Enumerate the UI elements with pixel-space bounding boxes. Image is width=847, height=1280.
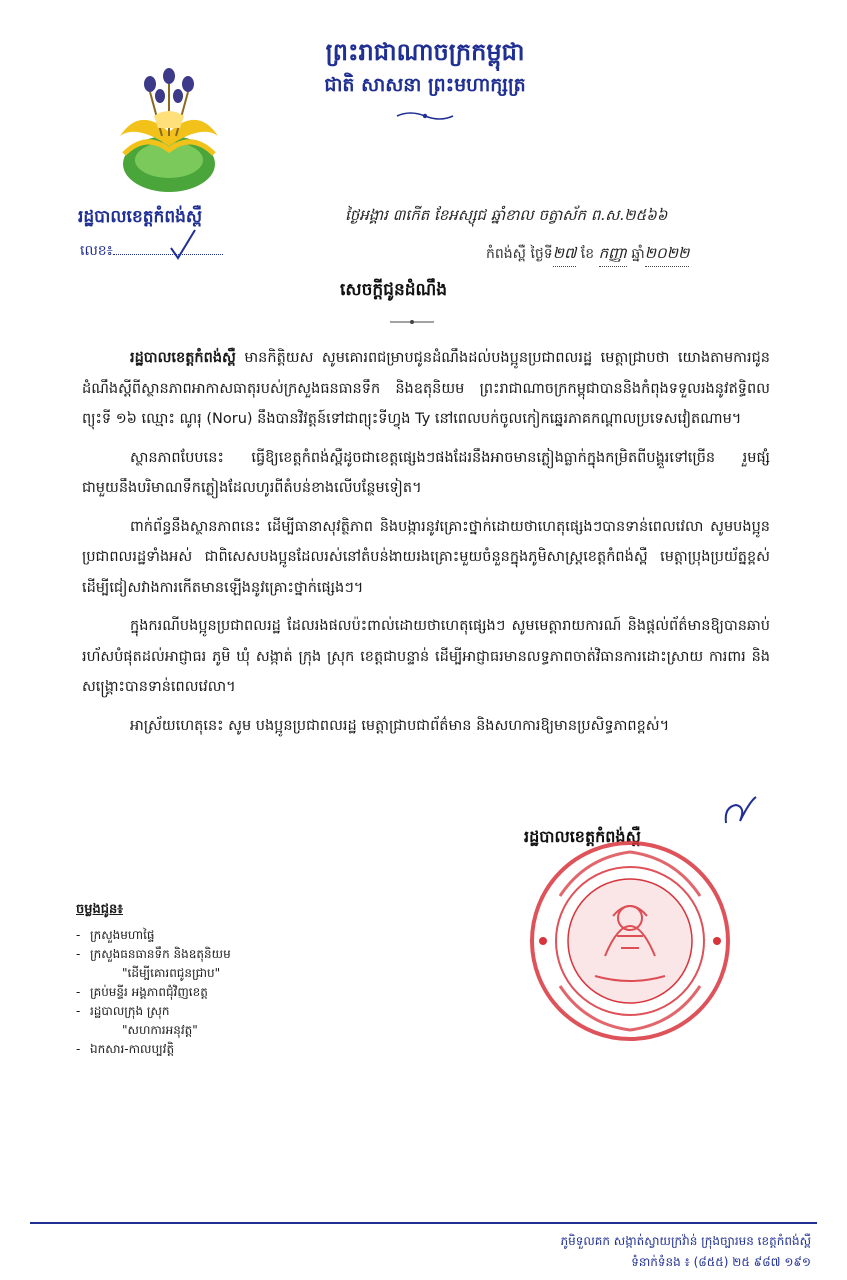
cc-item: - ឯកសារ-កាលប្បវត្តិ (76, 1042, 175, 1056)
cc-item: - រដ្ឋបាលក្រុង ស្រុក (76, 1004, 170, 1018)
document-title: សេចក្តីជូនដំណឹង (340, 280, 448, 300)
carbon-copy-list (76, 901, 231, 1059)
cc-item: - គ្រប់មន្ទីរ អង្គភាពជុំវិញខេត្ត (76, 985, 208, 999)
paragraph-3: ពាក់ព័ន្ធនឹងស្ថានភាពនេះ ដើម្បីធានាសុវត្ថិភាព និងបង្ការនូវគ្រោះថ្នាក់ដោយថាហេតុផ្សេងៗបានទាន់ពេលវេលា សូមបងប្អូនប្រជាពលរដ្ឋទាំងអស់ ជាពិសេសបងប្អូនដែលរស់នៅតំបន់ងាយរងគ្រោះមួយចំនួនក្នុងភូមិសាស្ត្រខេត្តកំពង់ស្ពឺ មេត្តាប្រុងប្រយ័ត្នខ្ពស់ ដើម្បីជៀសវាងការកើតមានឡើងនូវគ្រោះថ្នាក់ផ្សេងៗ។ (82, 518, 770, 596)
footer (560, 1231, 811, 1273)
signature-mark (720, 793, 760, 833)
title-ornament (390, 318, 434, 326)
footer-phone: ទំនាក់ទំនង ៖ (៨៥៥) ២៥ ៩៨៧ ១៩១ (631, 1255, 811, 1269)
solar-date (486, 244, 689, 267)
lunar-date (345, 206, 667, 228)
cc-item-note: "សហការអនុវត្ត" (122, 1023, 198, 1037)
footer-rule (30, 1222, 817, 1224)
issuer-name: រដ្ឋបាលខេត្តកំពង់ស្ពឺ (78, 207, 203, 227)
solar-date-prefix: កំពង់ស្ពឺ ថ្ងៃទី (486, 246, 553, 262)
cc-item: - ក្រសួងធនធានទឹក និងឧតុនិយម (76, 947, 231, 961)
reference-label: លេខ៖ (80, 243, 113, 259)
cc-items (76, 926, 231, 1059)
solar-year: ២០២២ (645, 244, 690, 267)
paragraph-5: អាស្រ័យហេតុនេះ សូម បងប្អូនប្រជាពលរដ្ឋ មេត្តាជ្រាបជាព័ត៌មាន និងសហការឱ្យមានប្រសិទ្ធភាពខ្ពស់។ (130, 717, 670, 734)
paragraph-2: ស្ថានភាពបែបនេះ ធ្វើឱ្យខេត្តកំពង់ស្ពឺដូចជាខេត្តផ្សេងៗផងដែរនឹងអាចមានភ្លៀងធ្លាក់ក្នុងកម្រិតពីបង្គួរទៅច្រើន រួមផ្សំជាមួយនឹងបរិមាណទឹកភ្លៀងដែលហូរពីតំបន់ខាងលើបន្ថែមទៀត។ (82, 449, 770, 496)
national-motto: ជាតិ សាសនា ព្រះមហាក្សត្រ (324, 74, 526, 96)
national-header (245, 34, 605, 100)
checkmark-icon (168, 226, 198, 262)
notice-body (82, 343, 770, 749)
solar-day: ២៧ (553, 244, 577, 267)
solar-month: កញ្ញា (599, 244, 627, 267)
solar-year-label: ឆ្នាំ (631, 246, 645, 262)
paragraph-4: ក្នុងករណីបងប្អូនប្រជាពលរដ្ឋ ដែលរងផលប៉ះពាល់ដោយថាហេតុផ្សេងៗ សូមមេត្តារាយការណ៍ និងផ្តល់ព័ត៌មានឱ្យបានឆាប់រហ័សបំផុតដល់អាជ្ញាធរ ភូមិ ឃុំ សង្កាត់ ក្រុង ស្រុក ខេត្តជាបន្ទាន់ ដើម្បីអាជ្ញាធរមានលទ្ធភាពចាត់វិធានការដោះស្រាយ ការពារ និងសង្គ្រោះបានទាន់ពេលវេលា។ (82, 618, 770, 695)
footer-address: ភូមិទួលគក សង្កាត់ស្វាយក្រវ៉ាន់ ក្រុងច្បារមន ខេត្តកំពង់ស្ពឺ (560, 1234, 811, 1248)
kingdom-name: ព្រះរាជាណាចក្រកម្ពុជា (325, 38, 525, 66)
official-seal-icon (525, 836, 735, 1046)
paragraph-1 (82, 343, 770, 435)
issuer-bold: រដ្ឋបាលខេត្តកំពង់ស្ពឺ (130, 350, 236, 366)
header-ornament (395, 110, 455, 122)
provincial-emblem-icon (110, 66, 228, 196)
cc-title: ចម្លងជូន៖ (76, 902, 123, 917)
reference-number (80, 240, 223, 262)
solar-month-label: ខែ (580, 246, 595, 262)
cc-item: - ក្រសួងមហាផ្ទៃ (76, 928, 155, 942)
signatory-title: រដ្ឋបាលខេត្តកំពង់ស្ពឺ (524, 827, 641, 846)
paragraph-1-text: មានកិត្តិយស សូមគោរពជម្រាបជូនដំណឹងដល់បងប្អូនប្រជាពលរដ្ឋ មេត្តាជ្រាបថា យោងតាមការជូនដំណឹងស្តីពីស្ថានភាពអាកាសធាតុរបស់ក្រសួងធនធានទឹក និងឧតុនិយម ព្រះរាជាណាចក្រកម្ពុជាបាននិងកំពុងទទួលរងនូវឥទ្ធិពលព្យុះទី ១៦ ឈ្មោះ ណូរុ (Noru) នឹងបានវិវត្តន៍ទៅជាព្យុះទីហ្វុង Ty នៅពេលបក់ចូលកៀកឆ្នេរភាគកណ្តាលប្រទេសវៀតណាម។ (82, 350, 770, 427)
cc-item-note: "ដើម្បីគោរពជូនជ្រាប" (122, 966, 221, 980)
lunar-date-text: ថ្ងៃអង្គារ ៣កើត ខែអស្សុជ ឆ្នាំខាល ចត្វាស័ក ព.ស.២៥៦៦ (345, 206, 668, 224)
